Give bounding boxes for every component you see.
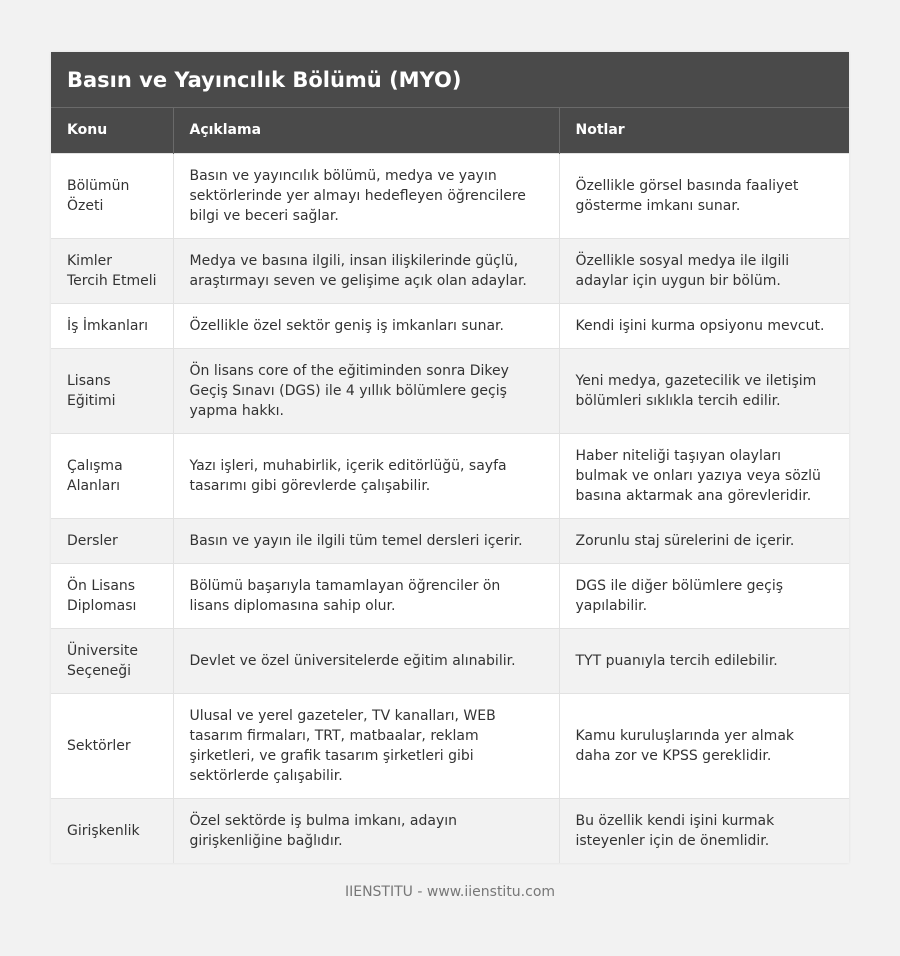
cell-topic: Sektörler bbox=[51, 693, 173, 798]
column-header-notes: Notlar bbox=[559, 108, 849, 153]
table-row bbox=[51, 693, 849, 798]
cell-notes: Kendi işini kurma opsiyonu mevcut. bbox=[559, 303, 849, 348]
cell-description: Ön lisans core of the eğitiminden sonra Dikey Geçiş Sınavı (DGS) ile 4 yıllık bölümlere geçiş yapma hakkı. bbox=[173, 348, 559, 433]
cell-notes: Haber niteliği taşıyan olayları bulmak ve onları yazıya veya sözlü basına aktarmak ana görevleridir. bbox=[559, 433, 849, 518]
cell-description: Basın ve yayıncılık bölümü, medya ve yayın sektörlerinde yer almayı hedefleyen öğrencilere bilgi ve beceri sağlar. bbox=[173, 153, 559, 238]
table-title: Basın ve Yayıncılık Bölümü (MYO) bbox=[51, 52, 849, 108]
table-row bbox=[51, 238, 849, 303]
cell-notes: Yeni medya, gazetecilik ve iletişim bölümleri sıklıkla tercih edilir. bbox=[559, 348, 849, 433]
cell-notes: Özellikle görsel basında faaliyet gösterme imkanı sunar. bbox=[559, 153, 849, 238]
cell-topic: Ön Lisans Diploması bbox=[51, 563, 173, 628]
cell-notes: TYT puanıyla tercih edilebilir. bbox=[559, 628, 849, 693]
info-table bbox=[51, 108, 849, 863]
table-row bbox=[51, 628, 849, 693]
table-row bbox=[51, 563, 849, 628]
cell-description: Bölümü başarıyla tamamlayan öğrenciler ön lisans diplomasına sahip olur. bbox=[173, 563, 559, 628]
cell-topic: Üniversite Seçeneği bbox=[51, 628, 173, 693]
cell-description: Özellikle özel sektör geniş iş imkanları sunar. bbox=[173, 303, 559, 348]
cell-topic: İş İmkanları bbox=[51, 303, 173, 348]
cell-description: Ulusal ve yerel gazeteler, TV kanalları, WEB tasarım firmaları, TRT, matbaalar, reklam şirketleri, ve grafik tasarım şirketleri gibi sektörlerde çalışabilir. bbox=[173, 693, 559, 798]
cell-topic: Kimler Tercih Etmeli bbox=[51, 238, 173, 303]
cell-description: Medya ve basına ilgili, insan ilişkilerinde güçlü, araştırmayı seven ve gelişime açık olan adaylar. bbox=[173, 238, 559, 303]
cell-topic: Bölümün Özeti bbox=[51, 153, 173, 238]
cell-notes: Bu özellik kendi işini kurmak isteyenler için de önemlidir. bbox=[559, 798, 849, 863]
cell-notes: DGS ile diğer bölümlere geçiş yapılabilir. bbox=[559, 563, 849, 628]
table-row bbox=[51, 348, 849, 433]
table-header-row bbox=[51, 108, 849, 153]
cell-description: Basın ve yayın ile ilgili tüm temel dersleri içerir. bbox=[173, 518, 559, 563]
cell-topic: Girişkenlik bbox=[51, 798, 173, 863]
table-row bbox=[51, 153, 849, 238]
info-table-card bbox=[51, 52, 849, 863]
footer-credit: IIENSTITU - www.iienstitu.com bbox=[344, 884, 556, 900]
cell-topic: Çalışma Alanları bbox=[51, 433, 173, 518]
table-row bbox=[51, 433, 849, 518]
cell-topic: Dersler bbox=[51, 518, 173, 563]
cell-description: Devlet ve özel üniversitelerde eğitim alınabilir. bbox=[173, 628, 559, 693]
table-row bbox=[51, 798, 849, 863]
cell-topic: Lisans Eğitimi bbox=[51, 348, 173, 433]
cell-notes: Zorunlu staj sürelerini de içerir. bbox=[559, 518, 849, 563]
cell-notes: Kamu kuruluşlarında yer almak daha zor ve KPSS gereklidir. bbox=[559, 693, 849, 798]
column-header-description: Açıklama bbox=[173, 108, 559, 153]
table-row bbox=[51, 303, 849, 348]
cell-description: Yazı işleri, muhabirlik, içerik editörlüğü, sayfa tasarımı gibi görevlerde çalışabilir. bbox=[173, 433, 559, 518]
cell-notes: Özellikle sosyal medya ile ilgili adaylar için uygun bir bölüm. bbox=[559, 238, 849, 303]
table-row bbox=[51, 518, 849, 563]
column-header-topic: Konu bbox=[51, 108, 173, 153]
cell-description: Özel sektörde iş bulma imkanı, adayın girişkenliğine bağlıdır. bbox=[173, 798, 559, 863]
